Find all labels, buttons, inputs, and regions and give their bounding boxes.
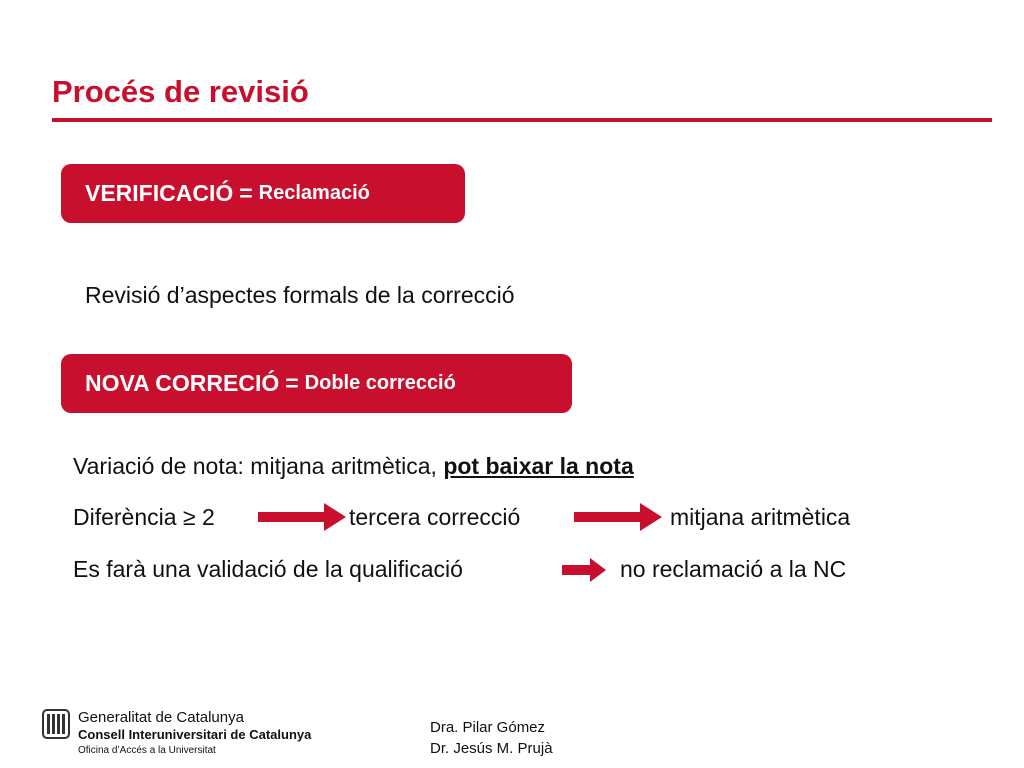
footer-org-name: Generalitat de Catalunya xyxy=(78,709,244,726)
author-1: Dra. Pilar Gómez xyxy=(430,719,546,736)
variacio-text: Variació de nota: mitjana aritmètica, xyxy=(73,453,437,479)
validacio-text: Es farà una validació de la qualificació xyxy=(73,556,463,582)
variacio-emphasis: pot baixar la nota xyxy=(443,453,634,479)
nova-correccio-box xyxy=(61,354,572,413)
title-divider xyxy=(52,118,992,122)
page-title: Procés de revisió xyxy=(52,74,309,109)
no-reclamacio-text: no reclamació a la NC xyxy=(620,556,847,582)
verificacio-equals: = xyxy=(239,180,253,206)
footer-org-office: Oficina d’Accés a la Universitat xyxy=(78,745,216,756)
diferencia-text: Diferència ≥ 2 xyxy=(73,504,215,530)
verificacio-box xyxy=(61,164,465,223)
generalitat-logo-icon xyxy=(42,709,70,739)
tercera-correccio-text: tercera correcció xyxy=(349,504,521,530)
verificacio-sub: Reclamació xyxy=(258,182,370,204)
variacio-line xyxy=(73,453,634,480)
right-arrow-icon xyxy=(570,500,664,534)
mitjana-aritmetica-text: mitjana aritmètica xyxy=(670,504,851,530)
nova-correccio-equals: = xyxy=(285,370,299,396)
right-arrow-icon xyxy=(256,500,348,534)
author-2: Dr. Jesús M. Prujà xyxy=(430,740,553,757)
verificacio-description: Revisió d’aspectes formals de la correcció xyxy=(85,282,515,308)
verificacio-label: VERIFICACIÓ xyxy=(85,180,234,206)
footer-org-council: Consell Interuniversitari de Catalunya xyxy=(78,727,312,742)
nova-correccio-sub: Doble correcció xyxy=(304,372,456,394)
right-arrow-icon xyxy=(560,556,608,584)
nova-correccio-label: NOVA CORRECIÓ xyxy=(85,370,280,396)
